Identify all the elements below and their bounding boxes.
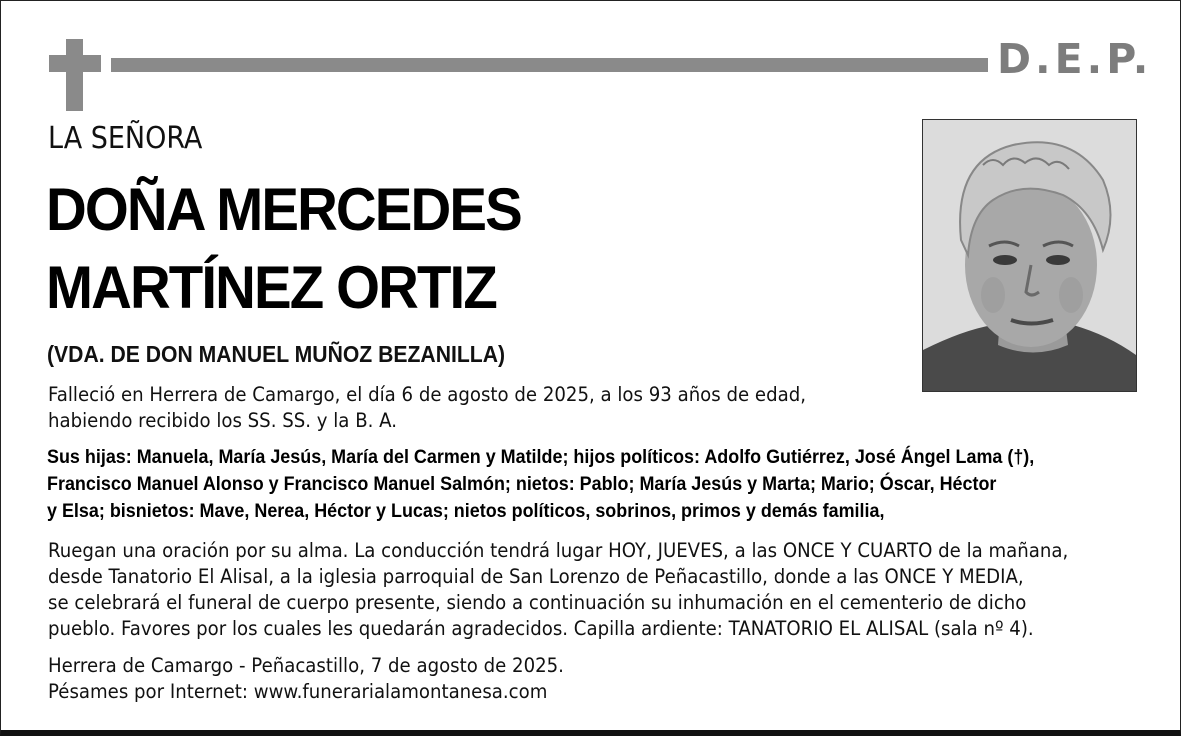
header-rule [111,58,988,72]
deceased-name-line1: DOÑA MERCEDES [46,176,521,243]
death-notice-line: Falleció en Herrera de Camargo, el día 6 de agosto de 2025, a los 93 años de edad, [48,383,806,406]
service-line: Ruegan una oración por su alma. La conducción tendrá lugar HOY, JUEVES, a las ONCE Y CUARTO de la mañana, [48,539,1069,562]
family-line: Sus hijas: Manuela, María Jesús, María del Carmen y Matilde; hijos políticos: Adolfo Gutiérrez, José Ángel Lama (†), [47,446,1035,468]
portrait-photo [922,119,1137,392]
service-line: desde Tanatorio El Alisal, a la iglesia parroquial de San Lorenzo de Peñacastillo, donde a las ONCE Y MEDIA, [48,565,1024,588]
footer [48,653,564,705]
place-date: Herrera de Camargo - Peñacastillo, 7 de agosto de 2025. [48,654,564,677]
death-notice-line: habiendo recibido los SS. SS. y la B. A. [48,409,398,432]
family-line: y Elsa; bisnietos: Mave, Nerea, Héctor y Lucas; nietos políticos, sobrinos, primos y demás familia, [47,500,885,522]
cross-icon [49,39,101,111]
honorific-title: LA SEÑORA [48,121,203,156]
family-line: Francisco Manuel Alonso y Francisco Manuel Salmón; nietos: Pablo; María Jesús y Marta; Mario; Óscar, Héctor [47,473,997,495]
service-details [48,538,1068,642]
service-line: se celebrará el funeral de cuerpo presente, siendo a continuación su inhumación en el cementerio de dicho [48,591,1027,614]
dep-label: D.E.P. [997,35,1153,83]
condolences-website: Pésames por Internet: www.funerarialamontanesa.com [48,680,548,703]
family-list [47,444,1034,525]
widow-of: (VDA. DE DON MANUEL MUÑOZ BEZANILLA) [47,341,506,367]
service-line: pueblo. Favores por los cuales les quedarán agradecidos. Capilla ardiente: TANATORIO EL ALISAL (sala nº 4). [48,617,1034,640]
deceased-name-line2: MARTÍNEZ ORTIZ [46,254,496,321]
death-notice [48,382,806,434]
